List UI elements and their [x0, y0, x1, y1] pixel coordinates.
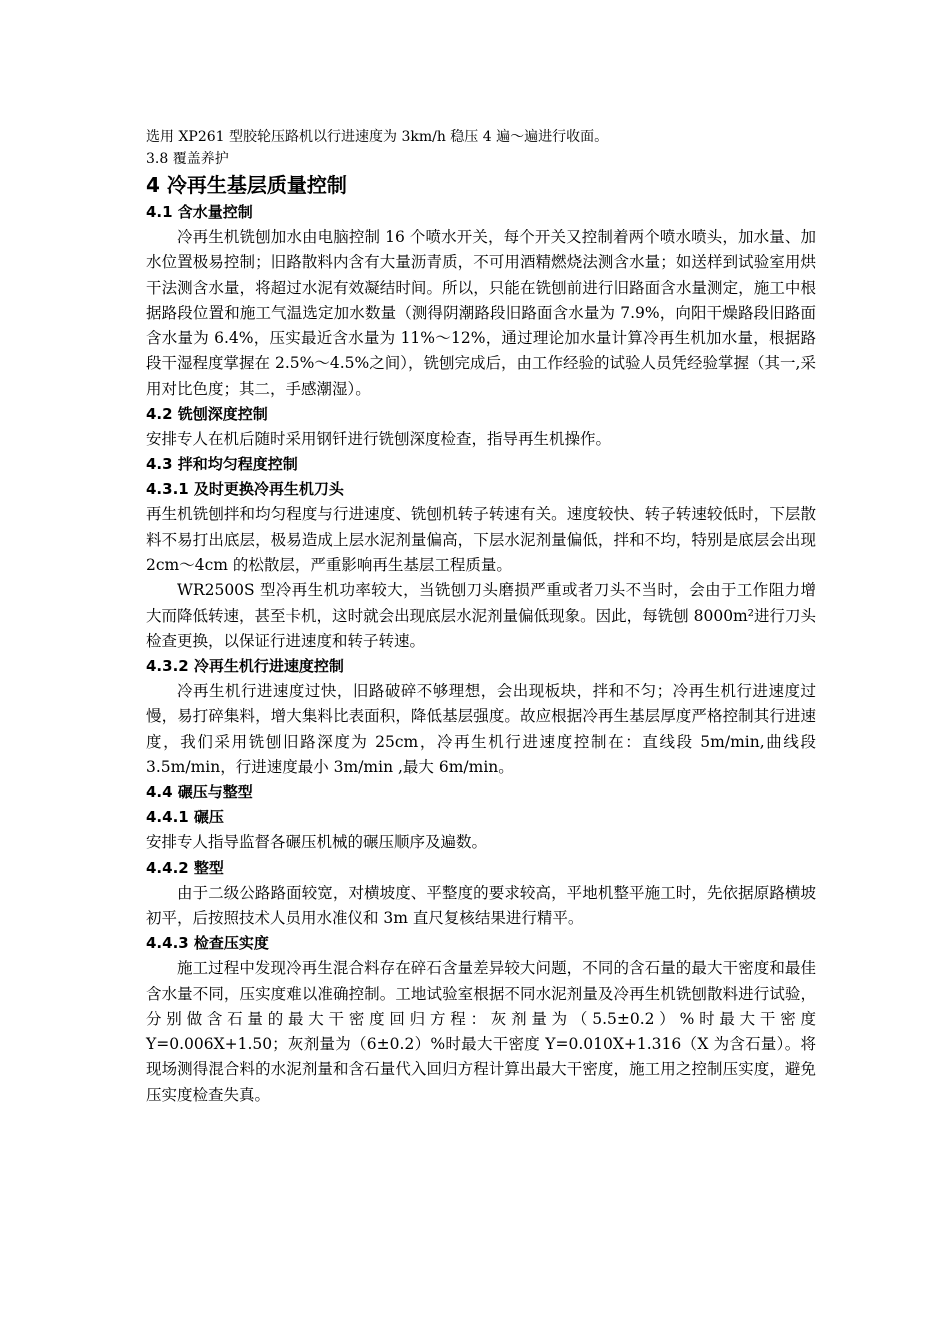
section-4-4-1-paragraph: 安排专人指导监督各碾压机械的碾压顺序及遍数。	[146, 833, 488, 852]
section-4-3-1-paragraph-b: WR2500S 型冷再生机功率较大，当铣刨刀头磨损严重或者刀头不当时，会由于工作阻力增大而降低转速，甚至卡机，这时就会出现底层水泥剂量偏低现象。因此，每铣刨 8000m²进行刀头检查更换，以保证行进速度和转子转速。	[146, 581, 816, 650]
section-4-3-1-heading: 4.3.1 及时更换冷再生机刀头	[146, 480, 344, 499]
section-4-3-2-paragraph: 冷再生机行进速度过快，旧路破碎不够理想，会出现板块，拌和不匀；冷再生机行进速度过慢，易打碎集料，增大集料比表面积，降低基层强度。故应根据冷再生基层厚度严格控制其行进速度，我们采用铣刨旧路深度为 25cm，冷再生机行进速度控制在：直线段 5m/min,曲线段 3.5m/min，行进速度最小 3m/min ,最大 6m/min。	[146, 682, 816, 777]
section-4-3-2-heading: 4.3.2 冷再生机行进速度控制	[146, 657, 344, 676]
section-4-4-3-heading: 4.4.3 检查压实度	[146, 934, 269, 953]
section-4-4-heading: 4.4 碾压与整型	[146, 783, 253, 802]
section-4-3-heading: 4.3 拌和均匀程度控制	[146, 455, 298, 474]
section-4-heading: 4 冷再生基层质量控制	[146, 173, 347, 197]
section-4-2-paragraph: 安排专人在机后随时采用钢钎进行铣刨深度检查，指导再生机操作。	[146, 430, 612, 449]
section-4-3-1-paragraph-a: 再生机铣刨拌和均匀程度与行进速度、铣刨机转子转速有关。速度较快、转子转速较低时，下层散料不易打出底层，极易造成上层水泥剂量偏高，下层水泥剂量偏低，拌和不均，特别是底层会出现 2cm～4cm 的松散层，严重影响再生基层工程质量。	[146, 505, 816, 574]
section-3-8-heading: 3.8 覆盖养护	[146, 151, 229, 167]
section-4-1-paragraph: 冷再生机铣刨加水由电脑控制 16 个喷水开关，每个开关又控制着两个喷水喷头，加水量、加水位置极易控制；旧路散料内含有大量沥青质，不可用酒精燃烧法测含水量；如送样到试验室用烘干法测含水量，将超过水泥有效凝结时间。所以，只能在铣刨前进行旧路面含水量测定，施工中根据路段位置和施工气温选定加水数量（测得阴潮路段旧路面含水量为 7.9%，向阳干燥路段旧路面含水量为 6.4%，压实最近含水量为 11%～12%，通过理论加水量计算冷再生机加水量，根据路段干湿程度掌握在 2.5%～4.5%之间），铣刨完成后，由工作经验的试验人员凭经验掌握（其一,采用对比色度；其二，手感潮湿）。	[146, 228, 816, 398]
section-4-2-heading: 4.2 铣刨深度控制	[146, 405, 268, 424]
section-4-4-3-paragraph: 施工过程中发现冷再生混合料存在碎石含量差异较大问题，不同的含石量的最大干密度和最佳含水量不同，压实度难以准确控制。工地试验室根据不同水泥剂量及冷再生机铣刨散料进行试验，分别做含石量的最大干密度回归方程：灰剂量为（5.5±0.2）%时最大干密度 Y=0.006X+1.50；灰剂量为（6±0.2）%时最大干密度 Y=0.010X+1.316（X 为含石量）。将现场测得混合料的水泥剂量和含石量代入回归方程计算出最大干密度，施工用之控制压实度，避免压实度检查失真。	[146, 959, 816, 1104]
section-4-1-heading: 4.1 含水量控制	[146, 203, 253, 221]
section-4-4-2-paragraph: 由于二级公路路面较宽，对横坡度、平整度的要求较高，平地机整平施工时，先依据原路横坡初平，后按照技术人员用水准仪和 3m 直尺复核结果进行精平。	[146, 883, 816, 927]
roller-text: 选用 XP261 型胶轮压路机以行进速度为 3km/h 稳压 4 遍～遍进行收面。	[146, 129, 609, 145]
section-4-4-2-heading: 4.4.2 整型	[146, 858, 224, 877]
section-4-4-1-heading: 4.4.1 碾压	[146, 808, 224, 827]
document-page	[146, 126, 816, 1108]
